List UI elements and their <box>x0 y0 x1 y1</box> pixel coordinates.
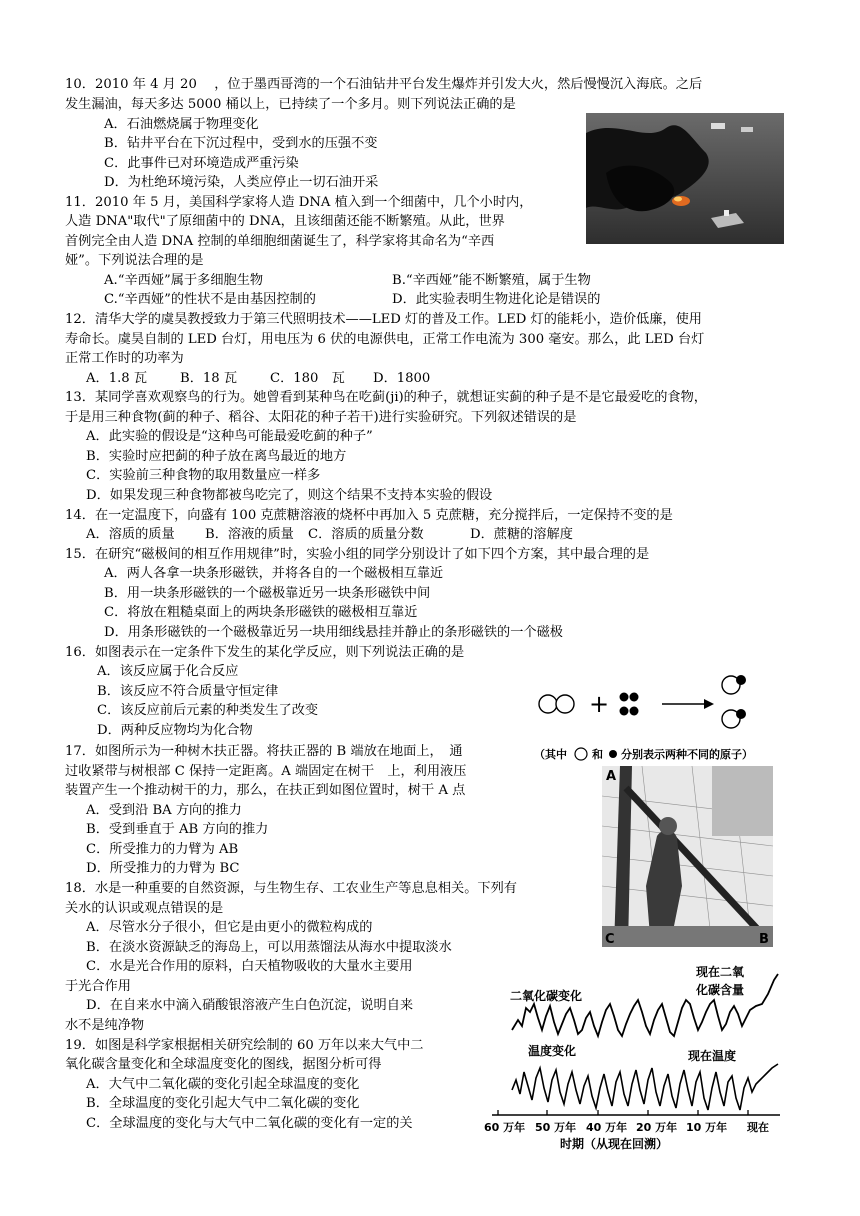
q16-stem: 16．如图表示在一定条件下发生的某化学反应，则下列说法正确的是 <box>65 645 465 660</box>
q11-stem-line1: 11．2010 年 5 月，美国科学家将人造 DNA 植入到一个细菌中，几个小时内， <box>65 195 533 210</box>
q17-option-c: C．所受推力的力臂为 AB <box>86 842 239 857</box>
reactant-dark-atom-3 <box>620 707 629 716</box>
x-tick-10: 10 万年 <box>686 1121 728 1134</box>
q16-option-d: D．两种反应物均为化合物 <box>97 723 253 738</box>
x-tick-40: 40 万年 <box>586 1121 628 1134</box>
q14-option-d: D．蔗糖的溶解度 <box>470 527 573 542</box>
q11-option-a: A.“辛西娅”属于多细胞生物 <box>104 273 264 288</box>
q15-option-b: B．用一块条形磁铁的一个磁极靠近另一块条形磁铁中间 <box>104 586 431 601</box>
q19-option-a: A．大气中二氧化碳的变化引起全球温度的变化 <box>86 1077 360 1092</box>
reactant-dark-atom-2 <box>630 693 639 702</box>
co2-now-label-line2: 化碳含量 <box>696 983 745 997</box>
q19-option-b: B．全球温度的变化引起大气中二氧化碳的变化 <box>86 1096 360 1111</box>
q15-option-d: D．用条形磁铁的一个磁极靠近另一块用细线悬挂并静止的条形磁铁的一个磁极 <box>104 625 563 640</box>
q16-option-a: A．该反应属于化合反应 <box>97 664 239 679</box>
q11-stem-line4: 娅”。下列说法合理的是 <box>65 253 204 268</box>
reactant-molecule-open-atom-2 <box>556 695 574 713</box>
q17-stem-line3: 装置产生一个推动树干的力，那么，在扶正到如图位置时，树干 A 点 <box>65 783 466 798</box>
q19-stem-line2: 氧化碳含量变化和全球温度变化的图线，据图分析可得 <box>65 1057 382 1072</box>
q14-option-a: A．溶质的质量 <box>86 527 175 542</box>
q13-stem-line1: 13．某同学喜欢观察鸟的行为。她曾看到某种鸟在吃蓟(ji)的种子，就想证实蓟的种子是不是它最爱吃的食物， <box>65 390 707 405</box>
x-axis-title: 时期（从现在回溯） <box>560 1137 669 1150</box>
q10-option-d: D．为杜绝环境污染，人类应停止一切石油开采 <box>104 175 379 190</box>
q10-stem-line2: 发生漏油，每天多达 5000 桶以上，已持续了一个多月。则下列说法正确的是 <box>65 97 516 112</box>
q18-option-b: B．在淡水资源缺乏的海岛上，可以用蒸馏法从海水中提取淡水 <box>86 940 452 955</box>
x-tick-now: 现在 <box>747 1121 769 1134</box>
temperature-now-label: 现在温度 <box>688 1049 737 1063</box>
q12-option-d: D．1800 <box>373 371 431 386</box>
q10-option-a: A．石油燃烧属于物理变化 <box>104 117 259 132</box>
q14-option-b: B．溶液的质量 <box>205 527 294 542</box>
q16-option-b: B．该反应不符合质量守恒定律 <box>97 684 279 699</box>
q11-option-b: B.“辛西娅”能不断繁殖，属于生物 <box>392 273 591 288</box>
q11-stem-line3: 首例完全由人造 DNA 控制的单细胞细菌诞生了，科学家将其命名为“辛西 <box>65 234 495 249</box>
q14-stem: 14．在一定温度下，向盛有 100 克蔗糖溶液的烧杯中再加入 5 克蔗糖，充分搅拌后，一定保持不变的是 <box>65 508 673 523</box>
q19-stem-line1: 19．如图是科学家根据相关研究绘制的 60 万年以来大气中二 <box>65 1038 424 1053</box>
q14-option-c: C．溶质的质量分数 <box>308 527 424 542</box>
q15-option-c: C．将放在粗糙桌面上的两块条形磁铁的磁极相互靠近 <box>104 605 418 620</box>
reactant-dark-atom-4 <box>630 707 639 716</box>
temperature-curve <box>512 1064 778 1110</box>
q17-option-b: B．受到垂直于 AB 方向的推力 <box>86 822 269 837</box>
q17-stem-line2: 过收紧带与树根部 C 保持一定距离。A 端固定在树干 上，利用液压 <box>65 764 467 779</box>
label-b: B <box>759 932 769 947</box>
q18-option-d-line1: D．在自来水中滴入硝酸银溶液产生白色沉淀，说明自来 <box>86 998 414 1013</box>
q10-option-c: C．此事件已对环境造成严重污染 <box>104 156 299 171</box>
q18-option-a: A．尽管水分子很小，但它是由更小的微粒构成的 <box>86 920 373 935</box>
q13-option-c: C．实验前三种食物的取用数量应一样多 <box>86 468 321 483</box>
label-a: A <box>606 769 617 784</box>
reaction-caption-prefix: （其中 <box>534 748 567 761</box>
reaction-caption-suffix: 分别表示两种不同的原子） <box>621 748 753 761</box>
x-tick-20: 20 万年 <box>636 1121 678 1134</box>
q17-stem-line1: 17．如图所示为一种树木扶正器。将扶正器的 B 端放在地面上， 通 <box>65 744 463 759</box>
q17-option-a: A．受到沿 BA 方向的推力 <box>86 803 242 818</box>
q15-option-a: A．两人各拿一块条形磁铁，并将各自的一个磁极相互靠近 <box>104 566 444 581</box>
co2-curve-label: 二氧化碳变化 <box>510 989 583 1003</box>
temperature-curve-label: 温度变化 <box>528 1044 577 1058</box>
q12-option-c: C．180 瓦 <box>270 371 345 386</box>
reaction-caption-mid: 和 <box>592 748 603 761</box>
q11-stem-line2: 人造 DNA"取代"了原细菌中的 DNA，且该细菌还能不断繁殖。从此，世界 <box>65 214 505 229</box>
q13-option-b: B．实验时应把蓟的种子放在离鸟最近的地方 <box>86 449 347 464</box>
x-tick-60: 60 万年 <box>484 1121 526 1134</box>
q12-stem-line3: 正常工作时的功率为 <box>65 351 184 366</box>
plus-sign: + <box>589 690 610 718</box>
q10-stem-line1: 10．2010 年 4 月 20 ，位于墨西哥湾的一个石油钻井平台发生爆炸并引发大火，然后慢慢沉入海底。之后 <box>65 77 703 92</box>
q12-option-a: A．1.8 瓦 <box>86 371 148 386</box>
x-tick-50: 50 万年 <box>535 1121 577 1134</box>
q11-option-c: C.“辛西娅”的性状不是由基因控制的 <box>104 292 316 307</box>
q15-stem: 15．在研究“磁极间的相互作用规律”时，实验小组的同学分别设计了如下四个方案，其中最合理的是 <box>65 547 650 562</box>
label-c: C <box>605 932 615 947</box>
q13-option-a: A．此实验的假设是“这种鸟可能最爱吃蓟的种子” <box>86 429 373 444</box>
reactant-molecule-open-atom-1 <box>539 695 557 713</box>
q12-option-b: B．18 瓦 <box>180 371 238 386</box>
co2-now-label-line1: 现在二氧 <box>696 965 745 979</box>
co2-temperature-chart <box>480 960 790 1150</box>
tree-straightener-photo <box>602 766 773 947</box>
q18-stem-line2: 关水的认识或观点错误的是 <box>65 901 224 916</box>
q13-stem-line2: 于是用三种食物(蓟的种子、稻谷、太阳花的种子若干)进行实验研究。下列叙述错误的是 <box>65 410 577 425</box>
q16-option-c: C．该反应前后元素的种类发生了改变 <box>97 703 319 718</box>
q18-option-c-line2: 于光合作用 <box>65 979 131 994</box>
q10-option-b: B．钻井平台在下沉过程中，受到水的压强不变 <box>104 136 378 151</box>
q19-option-c: C．全球温度的变化与大气中二氧化碳的变化有一定的关 <box>86 1116 413 1131</box>
oil-spill-photo <box>586 113 784 244</box>
reaction-diagram <box>532 668 784 768</box>
q13-option-d: D．如果发现三种食物都被鸟吃完了，则这个结果不支持本实验的假设 <box>86 488 493 503</box>
q18-option-c-line1: C．水是光合作用的原料，白天植物吸收的大量水主要用 <box>86 959 413 974</box>
q18-option-d-line2: 水不是纯净物 <box>65 1018 145 1033</box>
q11-option-d: D．此实验表明生物进化论是错误的 <box>392 292 601 307</box>
q18-stem-line1: 18．水是一种重要的自然资源，与生物生存、工农业生产等息息相关。下列有 <box>65 881 517 896</box>
reactant-dark-atom-1 <box>620 693 629 702</box>
q12-stem-line2: 寿命长。虞昊自制的 LED 台灯，用电压为 6 伏的电源供电，正常工作电流为 300 毫安。那么，此 LED 台灯 <box>65 332 705 347</box>
q12-stem-line1: 12．清华大学的虞昊教授致力于第三代照明技术——LED 灯的普及工作。LED 灯的能耗小，造价低廉，使用 <box>65 312 702 327</box>
q17-option-d: D．所受推力的力臂为 BC <box>86 861 240 876</box>
